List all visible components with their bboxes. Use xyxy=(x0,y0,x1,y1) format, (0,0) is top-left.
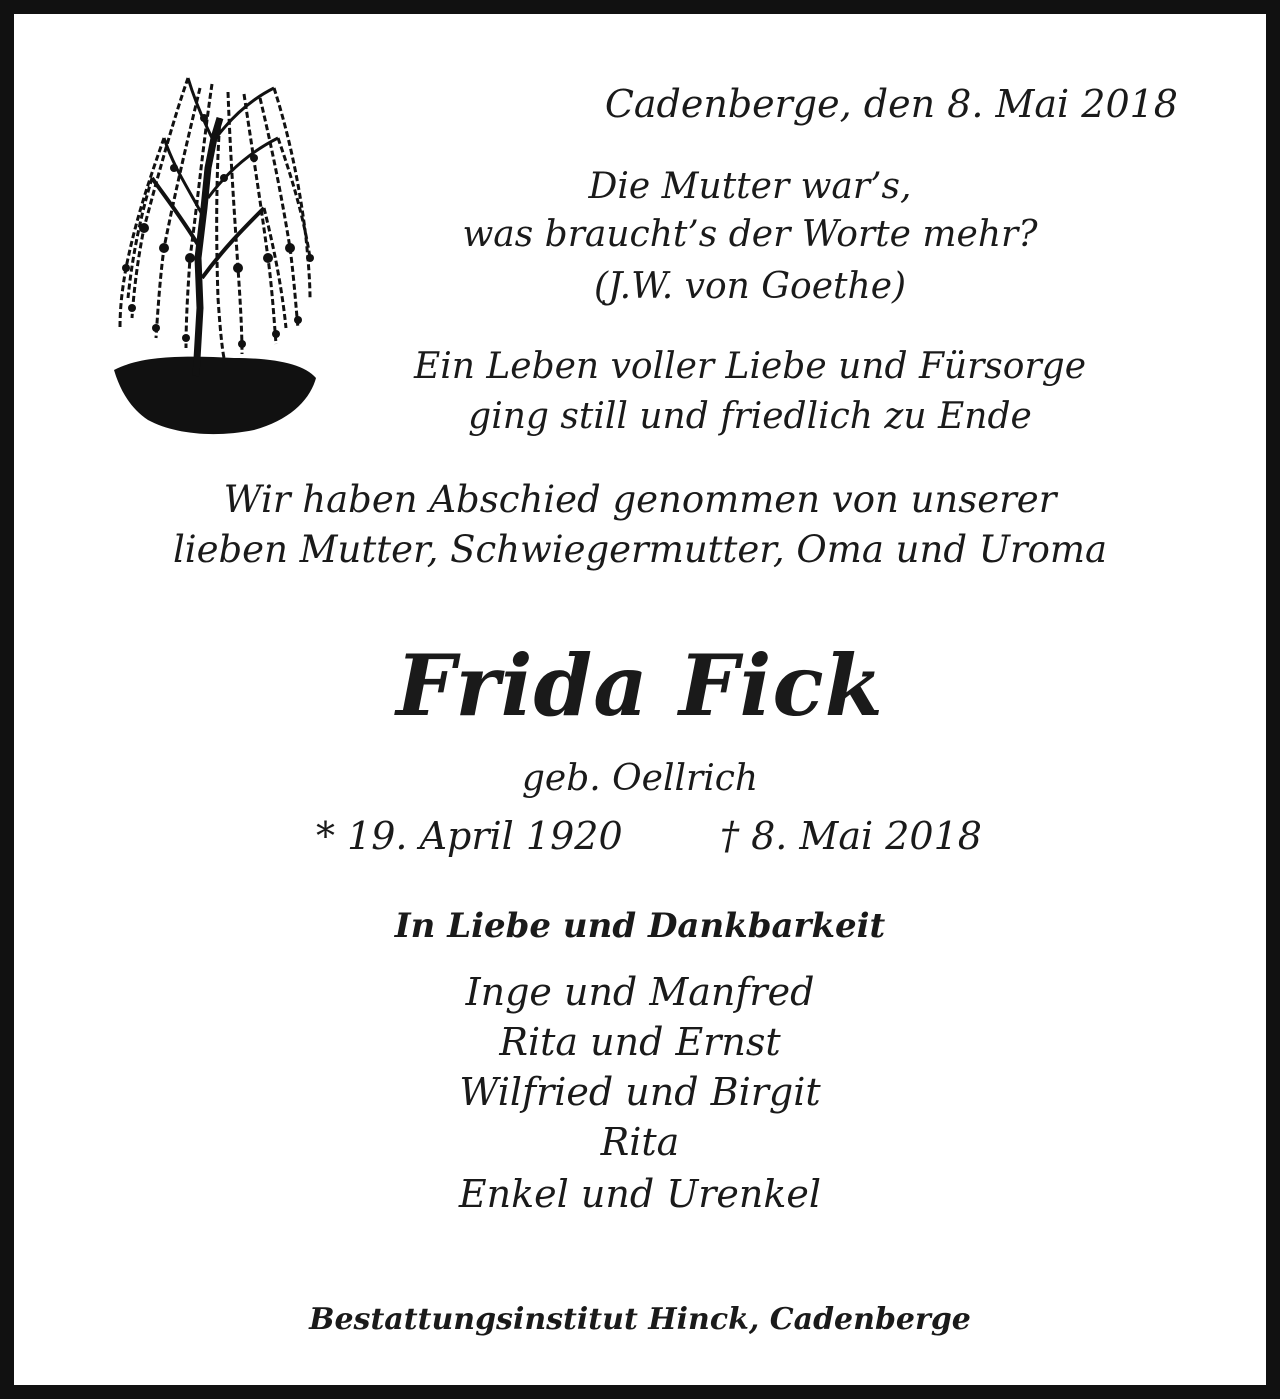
quote-line-2: was braucht’s der Worte mehr? xyxy=(462,214,1038,255)
quote-line-1: Die Mutter war’s, xyxy=(588,166,912,207)
family-member: Wilfried und Birgit xyxy=(459,1070,821,1114)
life-line-1: Ein Leben voller Liebe und Fürsorge xyxy=(413,346,1087,387)
undertaker: Bestattungsinstitut Hinck, Cadenberge xyxy=(309,1302,971,1337)
quote-author: (J.W. von Goethe) xyxy=(593,266,907,307)
farewell-line-2: lieben Mutter, Schwiegermutter, Oma und Uroma xyxy=(172,528,1108,571)
family-member: Rita und Ernst xyxy=(499,1020,781,1064)
family-member: Enkel und Urenkel xyxy=(458,1172,822,1216)
place-date: Cadenberge, den 8. Mai 2018 xyxy=(604,82,1178,126)
closing-heading: In Liebe und Dankbarkeit xyxy=(394,906,886,946)
birth-date: * 19. April 1920 xyxy=(316,814,623,858)
deceased-name: Frida Fick xyxy=(396,636,884,735)
death-date: † 8. Mai 2018 xyxy=(720,814,982,858)
weeping-willow-icon xyxy=(104,58,324,458)
life-line-2: ging still und friedlich zu Ende xyxy=(468,396,1032,437)
farewell-line-1: Wir haben Abschied genommen von unserer xyxy=(223,478,1057,521)
family-member: Rita xyxy=(600,1120,680,1164)
family-member: Inge und Manfred xyxy=(465,970,815,1014)
life-dates xyxy=(14,814,1266,864)
maiden-name: geb. Oellrich xyxy=(521,758,759,799)
